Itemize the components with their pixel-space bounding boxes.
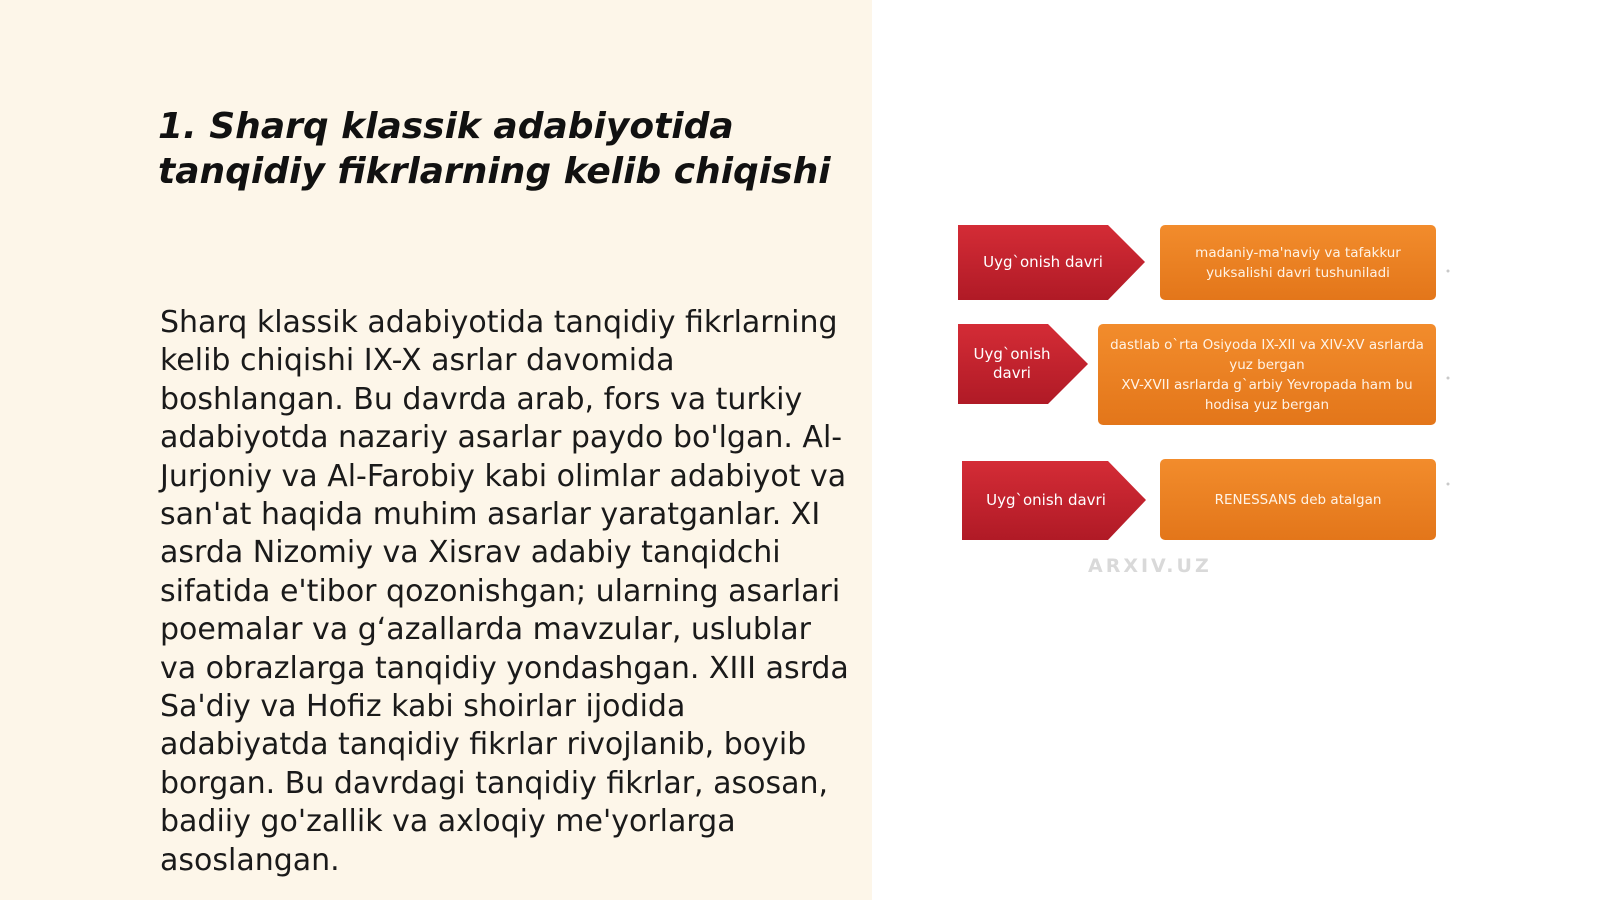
slide-title: 1. Sharq klassik adabiyotida tanqidiy fikrlarning kelib chiqishi bbox=[158, 106, 831, 192]
watermark-logo: ARXIV.UZ bbox=[1088, 555, 1212, 577]
row1-box-text: madaniy-ma'naviy va tafakkur yuksalishi davri tushuniladi bbox=[1195, 244, 1401, 281]
row2-arrow-label: Uyg`onish davri bbox=[973, 345, 1051, 382]
row3-arrow-label: Uyg`onish davri bbox=[986, 491, 1106, 509]
slide-body-text: Sharq klassik adabiyotida tanqidiy fikrlarning kelib chiqishi IX-X asrlar davomida boshlangan. Bu davrda arab, fors va turkiy adabiyotda nazariy asarlar paydo bo'lgan. Al-Jurjoniy va Al-Farobiy kabi olimlar adabiyot va san'at haqida muhim asarlar yaratganlar. XI asrda Nizomiy va Xisrav adabiy tanqidchi sifatida e'tibor qozonishgan; ularning asarlari poemalar va g‘azallarda mavzular, uslublar va obrazlarga tanqidiy yondashgan. XIII asrda Sa'diy va Hofiz kabi shoirlar ijodida adabiyatda tanqidiy fikrlar rivojlanib, boyib borgan. Bu davrdagi tanqidiy fikrlar, asosan, badiiy go'zallik va axloqiy me'yorlarga asoslangan. bbox=[160, 305, 849, 878]
row1-arrow-label: Uyg`onish davri bbox=[983, 253, 1103, 271]
row3-box-text: RENESSANS deb atalgan bbox=[1214, 491, 1382, 508]
row2-box-text: dastlab o`rta Osiyoda IX-XII va XIV-XV asrlarda yuz bergan XV-XVII asrlarda g`arbiy Yevropada ham bu hodisa yuz bergan bbox=[1110, 336, 1424, 413]
